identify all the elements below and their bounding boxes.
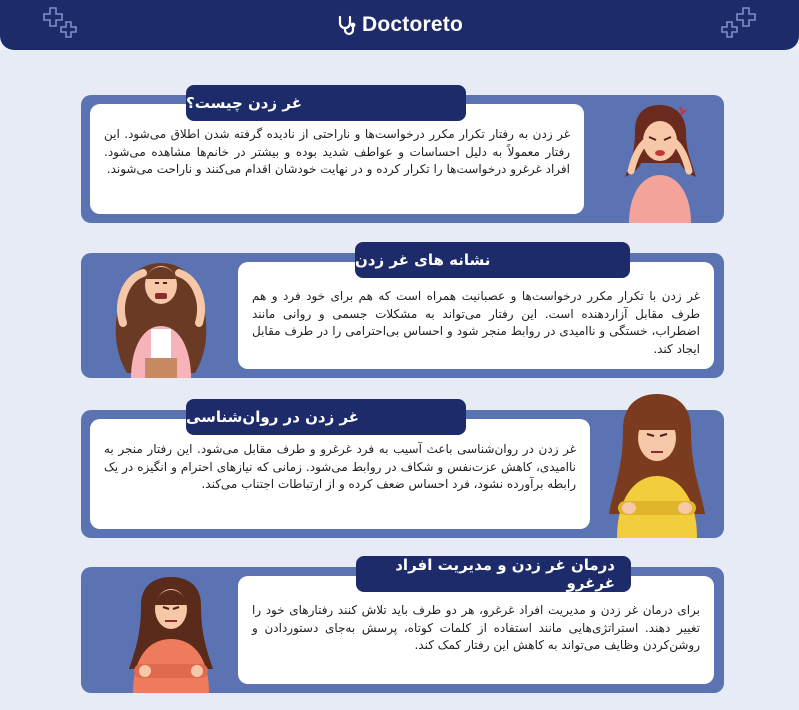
section-body: غر زدن به رفتار تکرار مکرر درخواست‌ها و ناراحتی از نادیده گرفته شدن اطلاق می‌شود. این رفتار معمولاً به دلیل احساسات و عواطف شدید بوده و بیشتر در خانم‌ها مشاهده می‌شود. افراد غرغرو درخواست‌ها را تکرار کرده و در نهایت خودشان اقدام می‌کنند و ناراحت می‌شوند. [104, 127, 570, 176]
section-body-box [90, 419, 590, 529]
section-body: غر زدن در روان‌شناسی باعث آسیب به فرد غرغرو و طرف مقابل می‌شود. این رفتار منجر به ناامیدی، کاهش عزت‌نفس و شکاف در روابط می‌شود. زمانی که نیازهای احترام و انگیزه در یک رابطه برآورده نشود، فرد احساس ضعف کرده و از ارتباطات اجتناب می‌کند. [104, 442, 576, 491]
section-body: غر زدن با تکرار مکرر درخواست‌ها و عصبانیت همراه است که هم برای خود فرد و هم طرف مقابل آزاردهنده است. این رفتار می‌تواند به مشکلات جسمی و روانی مانند اضطراب، خستگی و ناامیدی در روابط منجر شود و احساس بی‌احترامی را در طرف مقابل ایجاد کند. [252, 289, 700, 356]
section-card-psychology [81, 410, 724, 538]
section-title-pill [356, 556, 631, 592]
section-card-treatment [81, 556, 724, 693]
section-title: درمان غر زدن و مدیریت افراد غرغرو [395, 556, 615, 592]
section-title: نشانه های غر زدن [355, 251, 491, 269]
section-title-pill [355, 242, 630, 278]
section-title: غر زدن در روان‌شناسی [186, 408, 360, 426]
brand-logo[interactable] [336, 13, 463, 37]
medical-cross-outline-icon [715, 4, 759, 44]
frustrated-woman-illustration [607, 101, 713, 223]
section-title: غر زدن چیست؟ [186, 94, 302, 112]
section-card-what-is-nagging [81, 95, 724, 223]
section-title-pill [186, 85, 466, 121]
stethoscope-icon [336, 14, 358, 36]
arms-crossed-woman-illustration [601, 390, 713, 538]
section-body-box [238, 576, 714, 684]
section-title-pill [186, 399, 466, 435]
header-bar [0, 0, 799, 50]
brand-name: Doctoreto [362, 13, 463, 36]
section-card-signs-of-nagging [81, 253, 724, 378]
medical-cross-outline-icon [40, 4, 84, 44]
section-body-box [238, 262, 714, 369]
annoyed-woman-illustration [121, 575, 221, 693]
stressed-woman-illustration [101, 243, 221, 378]
section-body: برای درمان غر زدن و مدیریت افراد غرغرو، هر دو طرف باید تلاش کنند رفتارهای خود را تغییر دهند. استراتژی‌هایی مانند استفاده از کلمات کوتاه، پرسش به‌جای دستوردادن و روشن‌کردن وظایف می‌تواند به کاهش این رفتار کمک کند. [252, 603, 700, 652]
